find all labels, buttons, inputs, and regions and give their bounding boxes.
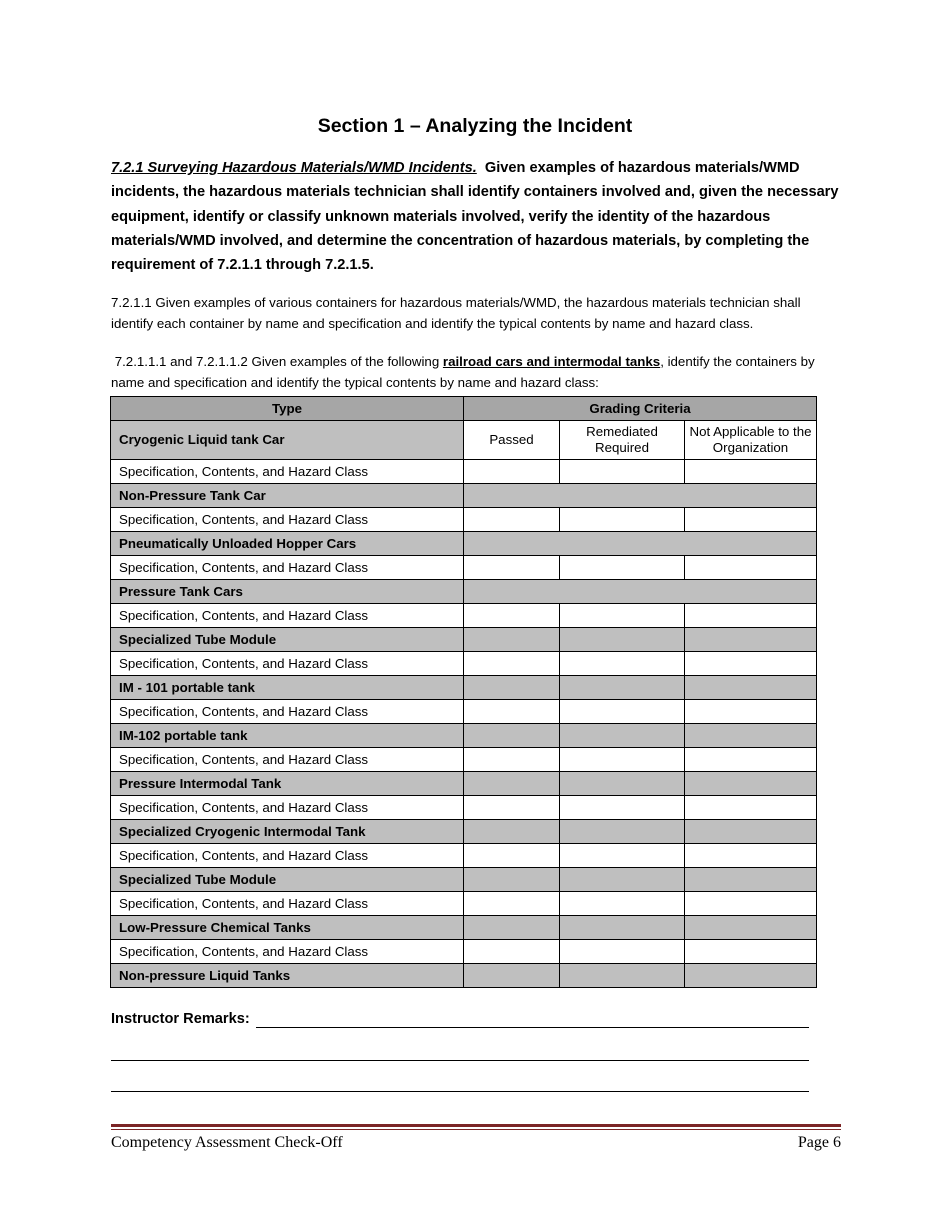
not-applicable-cell[interactable] [685,556,817,580]
passed-cell[interactable] [464,652,560,676]
category-label: Specialized Cryogenic Intermodal Tank [111,820,464,844]
grading-table [110,396,817,988]
category-fill [685,820,817,844]
spec-row [111,796,817,820]
category-fill [464,484,817,508]
remediated-cell[interactable] [560,892,685,916]
category-fill [560,820,685,844]
footer-rule [111,1124,841,1127]
remediated-cell[interactable] [560,604,685,628]
not-applicable-cell[interactable] [685,844,817,868]
category-fill [464,820,560,844]
spec-label: Specification, Contents, and Hazard Class [111,556,464,580]
col-header-not-applicable: Not Applicable to the Organization [685,421,817,460]
category-fill [464,676,560,700]
passed-cell[interactable] [464,844,560,868]
intro-text: Given examples of hazardous materials/WMD incidents, the hazardous materials technician shall identify containers involved and, given the necessary equipment, identify or classify unknown materials involved, verify the identity of the hazardous materials/WMD involved, and determine the concentration of hazardous materials, by completing the requirement of 7.2.1.1 through 7.2.1.5. [111,160,839,274]
spec-label: Specification, Contents, and Hazard Class [111,460,464,484]
spec-row [111,892,817,916]
category-fill [560,964,685,988]
instructor-remarks [111,1009,811,1029]
intro-paragraph [111,156,841,277]
remediated-cell[interactable] [560,556,685,580]
remediated-cell[interactable] [560,796,685,820]
category-fill [464,916,560,940]
not-applicable-cell[interactable] [685,748,817,772]
category-row [111,484,817,508]
category-label: Pressure Intermodal Tank [111,772,464,796]
passed-cell[interactable] [464,604,560,628]
spec-label: Specification, Contents, and Hazard Class [111,748,464,772]
category-fill [464,772,560,796]
category-row [111,421,817,460]
remarks-line[interactable] [256,1027,809,1028]
spec-row [111,748,817,772]
spec-row [111,604,817,628]
spec-label: Specification, Contents, and Hazard Class [111,604,464,628]
category-label: Non-pressure Liquid Tanks [111,964,464,988]
category-label: IM - 101 portable tank [111,676,464,700]
header-grading-criteria: Grading Criteria [464,397,817,421]
spec-label: Specification, Contents, and Hazard Class [111,508,464,532]
header-type: Type [111,397,464,421]
not-applicable-cell[interactable] [685,700,817,724]
category-fill [685,868,817,892]
not-applicable-cell[interactable] [685,940,817,964]
footer-rule-thin [111,1129,841,1130]
category-row [111,868,817,892]
col-header-passed: Passed [464,421,560,460]
spec-label: Specification, Contents, and Hazard Class [111,844,464,868]
remediated-cell[interactable] [560,844,685,868]
not-applicable-cell[interactable] [685,460,817,484]
passed-cell[interactable] [464,940,560,964]
spec-row [111,508,817,532]
category-fill [685,964,817,988]
page-number: Page 6 [797,1134,841,1151]
remarks-line[interactable] [111,1091,809,1092]
category-row [111,916,817,940]
category-label: Specialized Tube Module [111,628,464,652]
not-applicable-cell[interactable] [685,604,817,628]
category-fill [685,916,817,940]
category-fill [464,628,560,652]
spec-label: Specification, Contents, and Hazard Class [111,700,464,724]
remediated-cell[interactable] [560,940,685,964]
paragraph2-underlined: railroad cars and intermodal tanks [442,354,661,369]
remediated-cell[interactable] [560,700,685,724]
paragraph-7-2-1-1: 7.2.1.1 Given examples of various containers for hazardous materials/WMD, the hazardous materials technician shall identify each container by name and specification and identify the typical contents by name and hazard class. [111,295,801,331]
paragraph2-after: , identify the containers by name and specification and identify the typical contents by name and hazard class: [111,354,815,390]
spec-row [111,940,817,964]
col-header-remediated: Remediated Required [560,421,685,460]
category-row [111,628,817,652]
category-row [111,772,817,796]
category-row [111,724,817,748]
remediated-cell[interactable] [560,748,685,772]
section-title: Section 1 – Analyzing the Incident [317,115,633,137]
paragraph2-before: 7.2.1.1.1 and 7.2.1.1.2 Given examples of the following [114,354,440,369]
category-fill [464,724,560,748]
remarks-line[interactable] [111,1060,809,1061]
category-row [111,676,817,700]
paragraph-7-2-1-1-1 [111,351,846,393]
category-row [111,964,817,988]
category-fill [560,772,685,796]
passed-cell[interactable] [464,748,560,772]
spec-row [111,652,817,676]
category-label: Low-Pressure Chemical Tanks [111,916,464,940]
category-row [111,532,817,556]
not-applicable-cell[interactable] [685,796,817,820]
spec-label: Specification, Contents, and Hazard Class [111,940,464,964]
spec-label: Specification, Contents, and Hazard Class [111,652,464,676]
passed-cell[interactable] [464,892,560,916]
not-applicable-cell[interactable] [685,892,817,916]
intro-lead: 7.2.1 Surveying Hazardous Materials/WMD Incidents. [111,160,477,176]
category-label: IM-102 portable tank [111,724,464,748]
category-fill [560,628,685,652]
spec-row [111,460,817,484]
category-fill [560,916,685,940]
category-label: Cryogenic Liquid tank Car [111,421,464,460]
not-applicable-cell[interactable] [685,508,817,532]
category-fill [464,964,560,988]
remediated-cell[interactable] [560,652,685,676]
not-applicable-cell[interactable] [685,652,817,676]
passed-cell[interactable] [464,508,560,532]
category-row [111,580,817,604]
category-fill [464,580,817,604]
spec-row [111,700,817,724]
spec-label: Specification, Contents, and Hazard Class [111,796,464,820]
category-fill [685,676,817,700]
remediated-cell[interactable] [560,508,685,532]
spec-row [111,556,817,580]
category-fill [464,868,560,892]
passed-cell[interactable] [464,700,560,724]
category-label: Pressure Tank Cars [111,580,464,604]
remarks-label: Instructor Remarks: [111,1011,250,1027]
footer-title: Competency Assessment Check-Off [111,1134,343,1151]
category-fill [560,868,685,892]
passed-cell[interactable] [464,460,560,484]
category-fill [560,724,685,748]
remediated-cell[interactable] [560,460,685,484]
category-fill [685,724,817,748]
category-fill [560,676,685,700]
spec-row [111,844,817,868]
passed-cell[interactable] [464,796,560,820]
spec-label: Specification, Contents, and Hazard Class [111,892,464,916]
category-row [111,820,817,844]
category-label: Non-Pressure Tank Car [111,484,464,508]
passed-cell[interactable] [464,556,560,580]
category-fill [685,628,817,652]
category-label: Specialized Tube Module [111,868,464,892]
category-fill [685,772,817,796]
table-header-row [111,397,817,421]
category-label: Pneumatically Unloaded Hopper Cars [111,532,464,556]
category-fill [464,532,817,556]
